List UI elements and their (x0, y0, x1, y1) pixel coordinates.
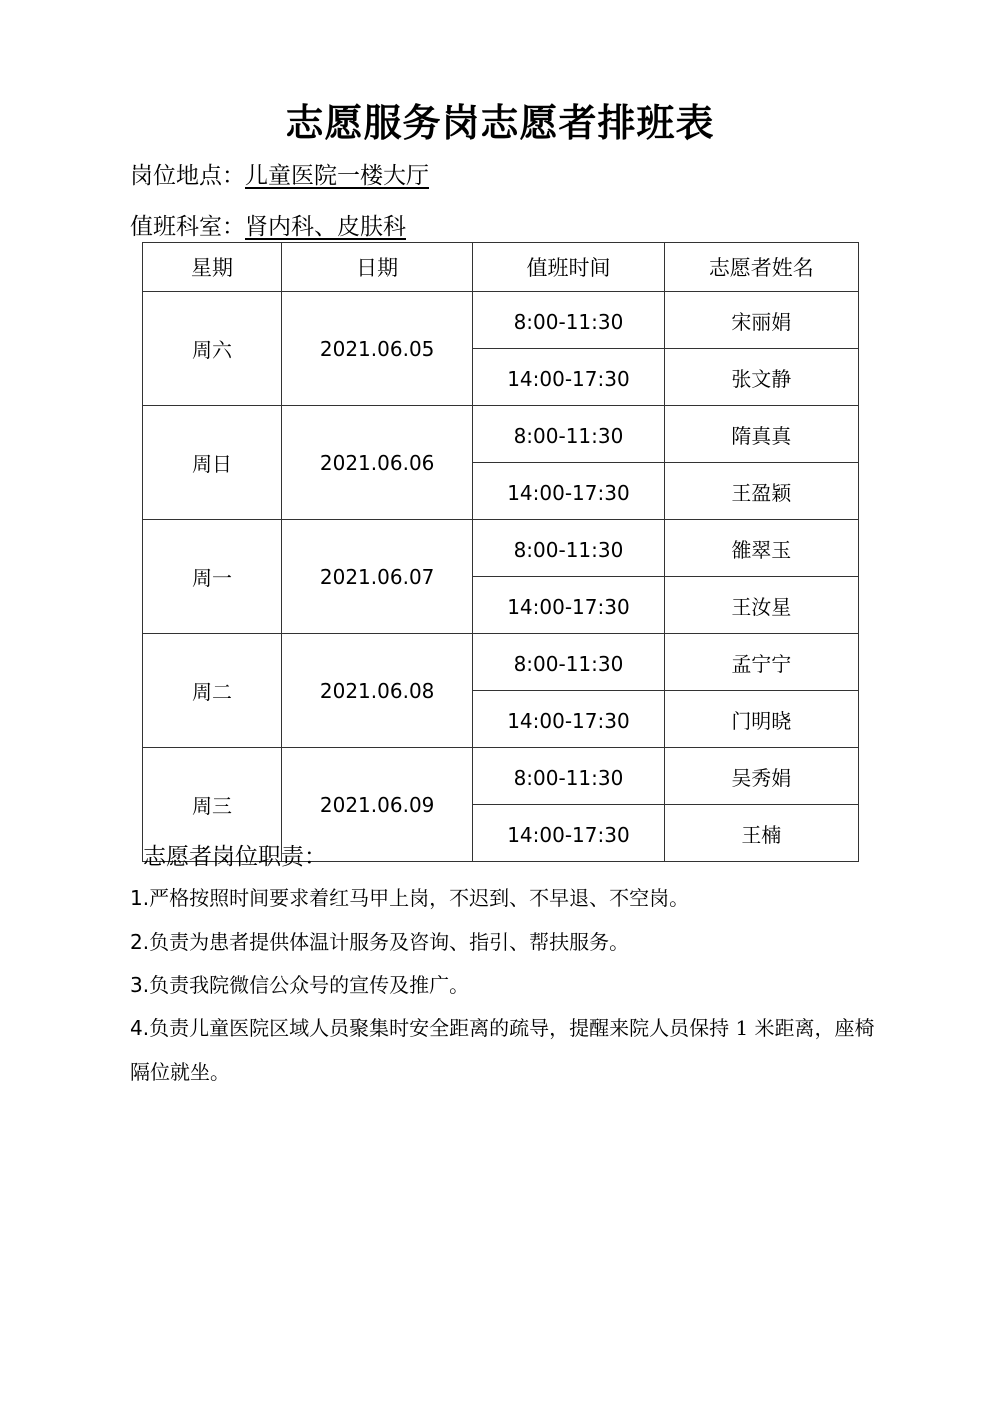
header-date: 日期 (281, 243, 472, 292)
volunteer-name-cell: 张文静 (664, 349, 858, 406)
weekday-cell: 周三 (143, 748, 282, 862)
location-label: 岗位地点： (130, 163, 245, 189)
duty-text: 严格按照时间要求着红马甲上岗，不迟到、不早退、不空岗。 (149, 886, 690, 910)
table-row (143, 406, 859, 463)
table-row (143, 634, 859, 691)
duty-text: 负责儿童医院区域人员聚集时安全距离的疏导，提醒来院人员保持 1 米距离，座椅隔位就坐。 (130, 1016, 875, 1084)
date-cell: 2021.06.09 (281, 748, 472, 862)
table-row (143, 748, 859, 805)
shift-time-cell: 8:00-11:30 (473, 520, 664, 577)
shift-time-cell: 14:00-17:30 (473, 349, 664, 406)
date-cell: 2021.06.06 (281, 406, 472, 520)
shift-time-cell: 8:00-11:30 (473, 748, 664, 805)
shift-time-cell: 14:00-17:30 (473, 805, 664, 862)
volunteer-name-cell: 雒翠玉 (664, 520, 858, 577)
volunteer-name-cell: 王汝星 (664, 577, 858, 634)
duty-item (130, 1006, 890, 1094)
volunteer-name-cell: 孟宁宁 (664, 634, 858, 691)
weekday-cell: 周六 (143, 292, 282, 406)
weekday-cell: 周一 (143, 520, 282, 634)
duty-number: 4. (130, 1016, 150, 1040)
volunteer-name-cell: 门明晓 (664, 691, 858, 748)
shift-time-cell: 14:00-17:30 (473, 691, 664, 748)
date-cell: 2021.06.05 (281, 292, 472, 406)
schedule-table (142, 242, 859, 862)
duty-item (130, 876, 890, 920)
volunteer-name-cell: 隋真真 (664, 406, 858, 463)
duty-item (130, 920, 890, 964)
volunteer-name-cell: 王盈颖 (664, 463, 858, 520)
page-title: 志愿服务岗志愿者排班表 (285, 100, 715, 145)
department-label: 值班科室： (130, 214, 245, 240)
department-line (130, 208, 406, 241)
shift-time-cell: 8:00-11:30 (473, 406, 664, 463)
department-value: 肾内科、皮肤科 (245, 214, 406, 240)
duty-number: 1. (130, 886, 150, 910)
table-row (143, 292, 859, 349)
location-line (130, 157, 429, 190)
shift-time-cell: 8:00-11:30 (473, 634, 664, 691)
duty-text: 负责为患者提供体温计服务及咨询、指引、帮扶服务。 (149, 930, 630, 954)
table-header-row (143, 243, 859, 292)
weekday-cell: 周二 (143, 634, 282, 748)
duty-number: 3. (130, 973, 150, 997)
duty-item (130, 963, 890, 1007)
table-row (143, 520, 859, 577)
duty-text: 负责我院微信公众号的宣传及推广。 (149, 973, 470, 997)
volunteer-name-cell: 王楠 (664, 805, 858, 862)
shift-time-cell: 14:00-17:30 (473, 577, 664, 634)
date-cell: 2021.06.07 (281, 520, 472, 634)
volunteer-name-cell: 吴秀娟 (664, 748, 858, 805)
weekday-cell: 周日 (143, 406, 282, 520)
date-cell: 2021.06.08 (281, 634, 472, 748)
header-weekday: 星期 (143, 243, 282, 292)
shift-time-cell: 14:00-17:30 (473, 463, 664, 520)
duty-number: 2. (130, 930, 150, 954)
header-shift-time: 值班时间 (473, 243, 664, 292)
header-volunteer-name: 志愿者姓名 (664, 243, 858, 292)
location-value: 儿童医院一楼大厅 (245, 163, 429, 189)
duties-heading: 志愿者岗位职责： (143, 844, 327, 870)
shift-time-cell: 8:00-11:30 (473, 292, 664, 349)
volunteer-name-cell: 宋丽娟 (664, 292, 858, 349)
